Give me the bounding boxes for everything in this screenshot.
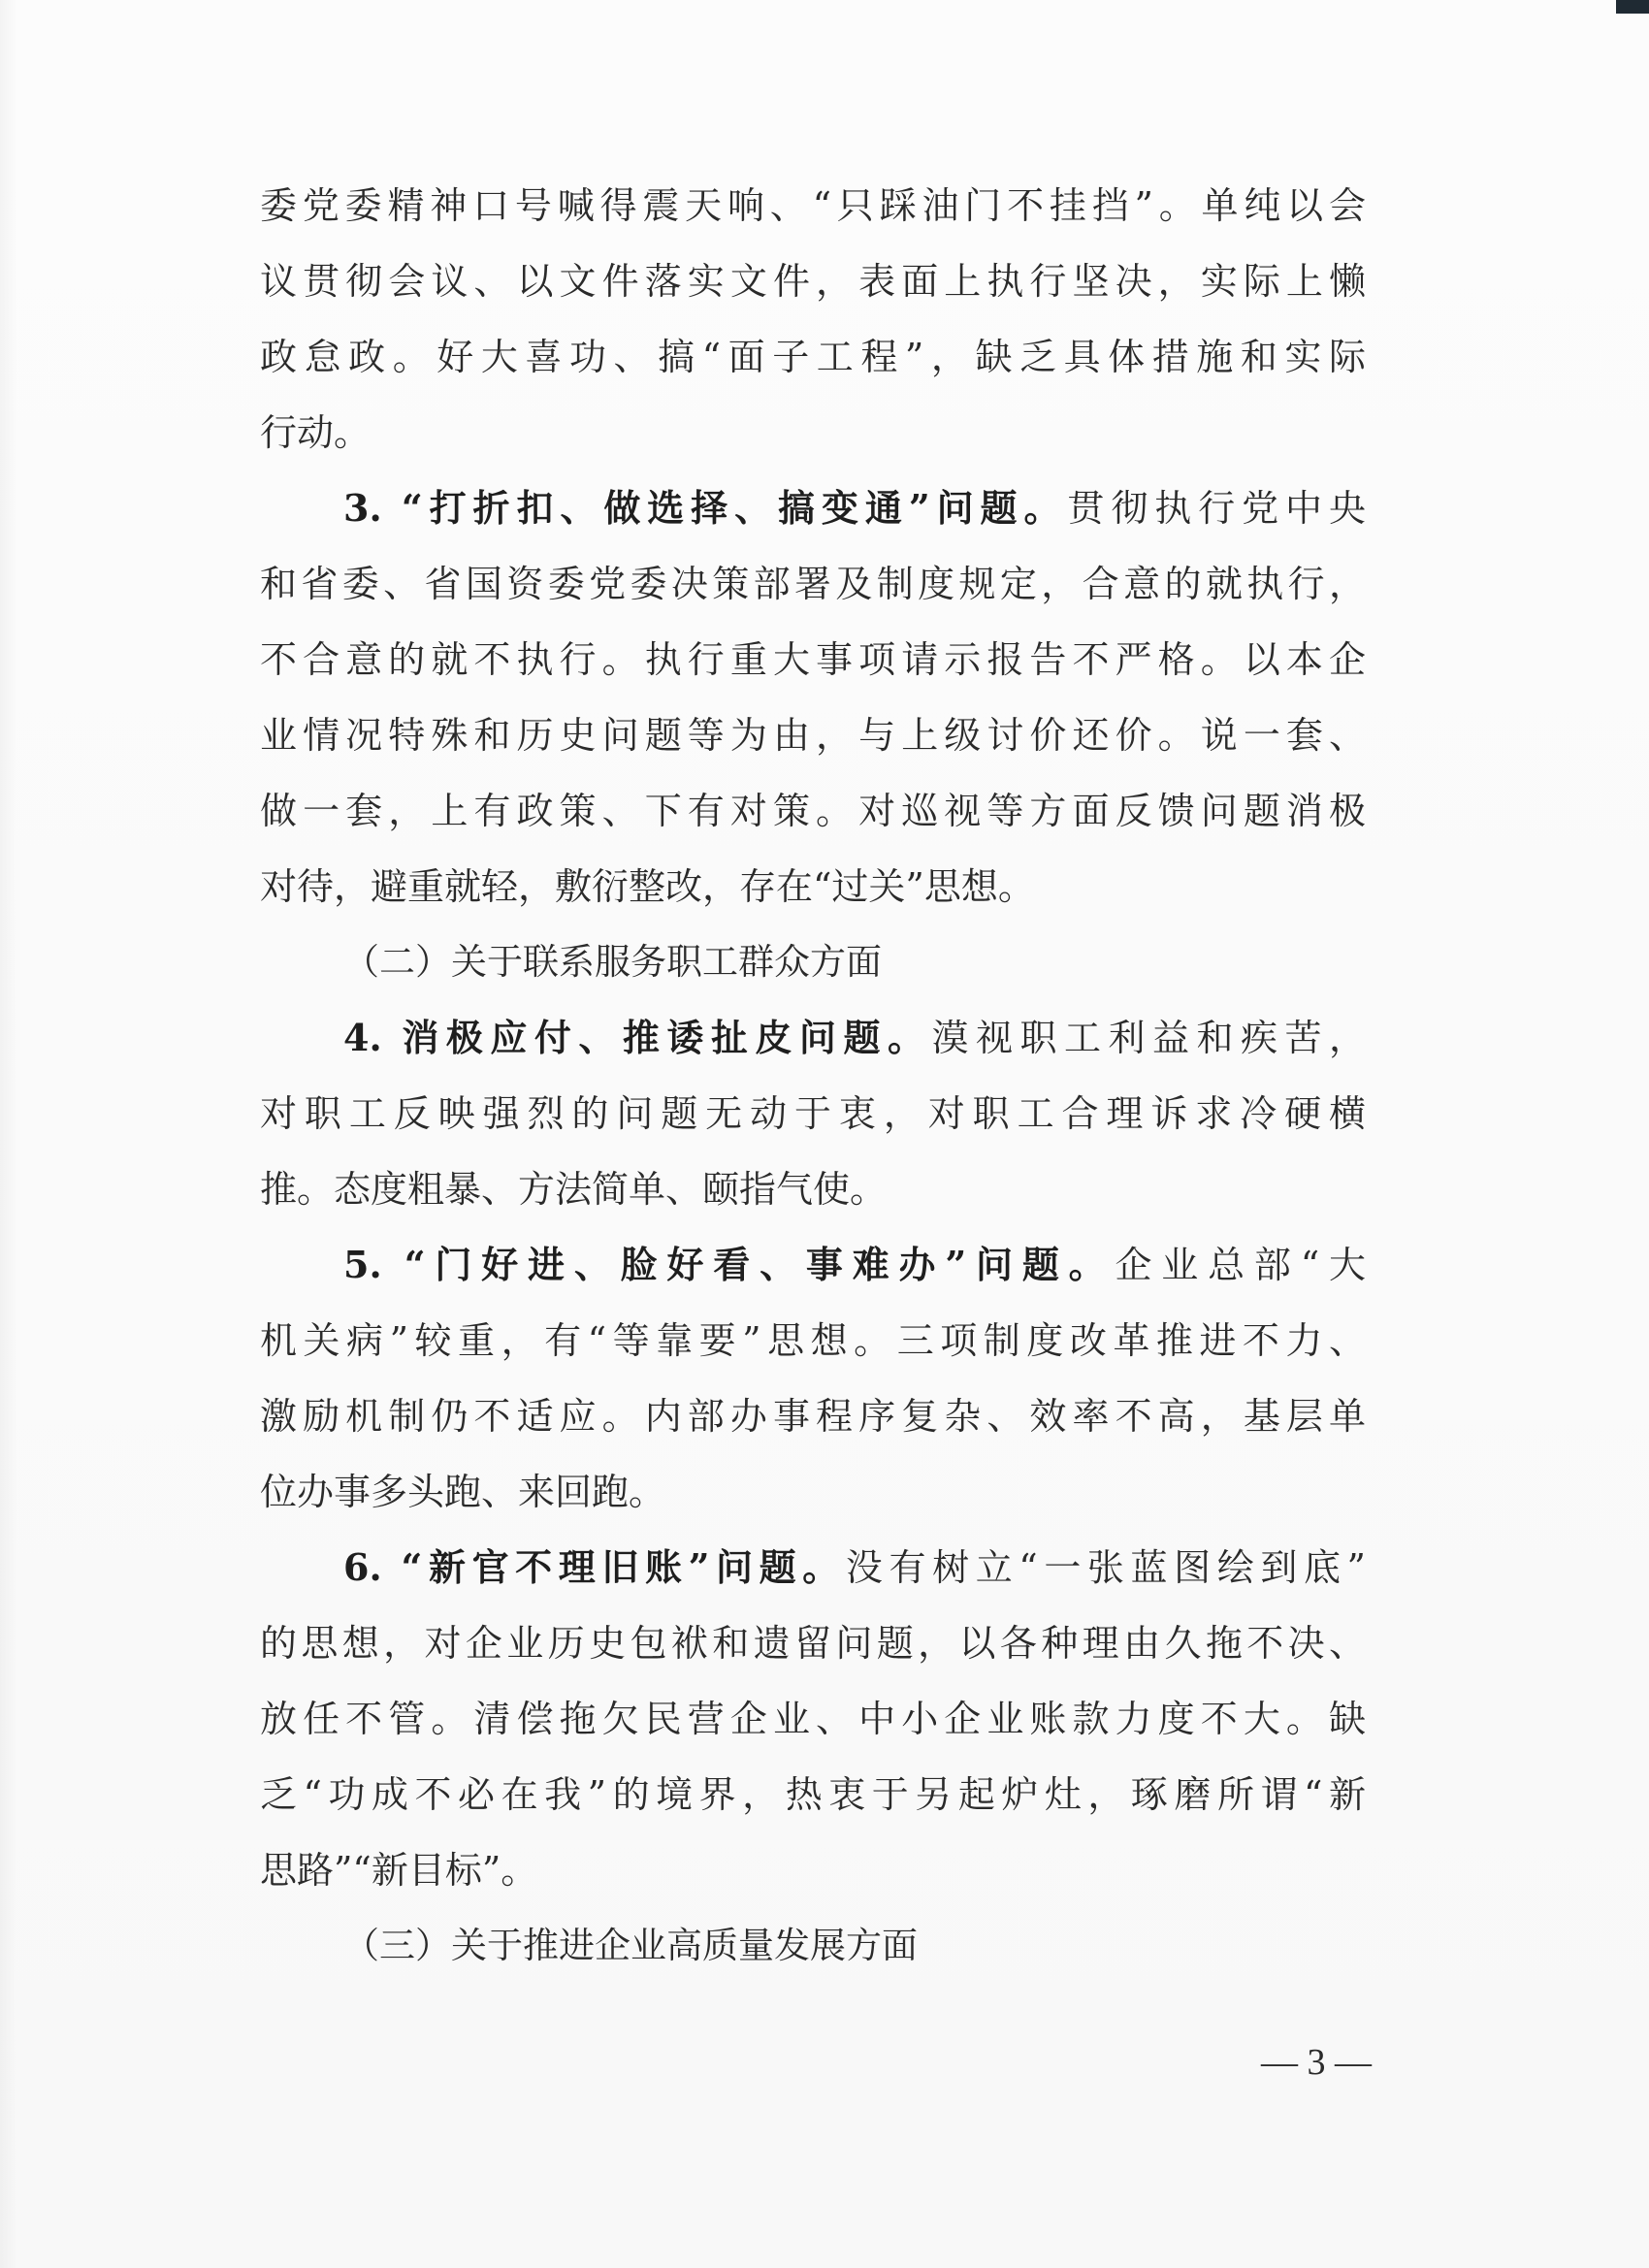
- scan-edge-shadow: [0, 0, 17, 2268]
- body-line: 思路”“新目标”。: [260, 1849, 538, 1892]
- body-line: 行动。: [260, 411, 372, 454]
- section-heading-3: （三）关于推进企业高质量发展方面: [343, 1925, 918, 1966]
- item-6-heading: 6. “新官不理旧账”问题。: [343, 1545, 846, 1589]
- item-3-first-line: [260, 479, 1366, 555]
- page-number: — 3 —: [1261, 2042, 1372, 2083]
- item-4-heading: 4. 消极应付、推诿扯皮问题。: [343, 1016, 932, 1059]
- body-line: 推。态度粗暴、方法简单、颐指气使。: [260, 1168, 888, 1211]
- item-4-text: 漠视职工利益和疾苦，: [931, 1017, 1366, 1059]
- body-line: 业情况特殊和历史问题等为由，与上级讨价还价。说一套、: [260, 714, 1366, 757]
- item-5-text: 企业总部“大: [1115, 1244, 1366, 1286]
- body-line: 对职工反映强烈的问题无动于衷，对职工合理诉求冷硬横: [260, 1092, 1366, 1135]
- body-line: 放任不管。清偿拖欠民营企业、中小企业账款力度不大。缺: [260, 1698, 1366, 1740]
- body-line: 的思想，对企业历史包袱和遗留问题，以各种理由久拖不决、: [260, 1622, 1366, 1665]
- body-line: 位办事多头跑、来回跑。: [260, 1471, 666, 1513]
- item-3-text: 贯彻执行党中央: [1067, 487, 1366, 530]
- item-6-first-line: [260, 1539, 1366, 1614]
- document-body: [260, 177, 1366, 1993]
- item-5-first-line: [260, 1236, 1366, 1312]
- body-line: 乏“功成不必在我”的境界，热衷于另起炉灶，琢磨所谓“新: [260, 1773, 1366, 1816]
- item-4-first-line: [260, 1009, 1366, 1085]
- body-line: 委党委精神口号喊得震天响、“只踩油门不挂挡”。单纯以会: [260, 184, 1366, 227]
- body-line: 和省委、省国资委党委决策部署及制度规定，合意的就执行，: [260, 563, 1366, 605]
- item-5-heading: 5. “门好进、脸好看、事难办”问题。: [343, 1243, 1116, 1286]
- scan-corner-mark: [1616, 0, 1649, 14]
- body-line: 机关病”较重，有“等靠要”思想。三项制度改革推进不力、: [260, 1319, 1366, 1362]
- item-6-text: 没有树立“一张蓝图绘到底”: [845, 1546, 1366, 1589]
- section-heading-2: （二）关于联系服务职工群众方面: [343, 941, 882, 983]
- body-line: 政怠政。好大喜功、搞“面子工程”，缺乏具体措施和实际: [260, 336, 1366, 378]
- body-line: 议贯彻会议、以文件落实文件，表面上执行坚决，实际上懒: [260, 260, 1366, 303]
- item-3-heading: 3. “打折扣、做选择、搞变通”问题。: [343, 486, 1068, 530]
- body-line: 做一套，上有政策、下有对策。对巡视等方面反馈问题消极: [260, 790, 1366, 832]
- body-line: 不合意的就不执行。执行重大事项请示报告不严格。以本企: [260, 638, 1366, 681]
- body-line: 激励机制仍不适应。内部办事程序复杂、效率不高，基层单: [260, 1395, 1366, 1438]
- body-line: 对待，避重就轻，敷衍整改，存在“过关”思想。: [260, 865, 1035, 908]
